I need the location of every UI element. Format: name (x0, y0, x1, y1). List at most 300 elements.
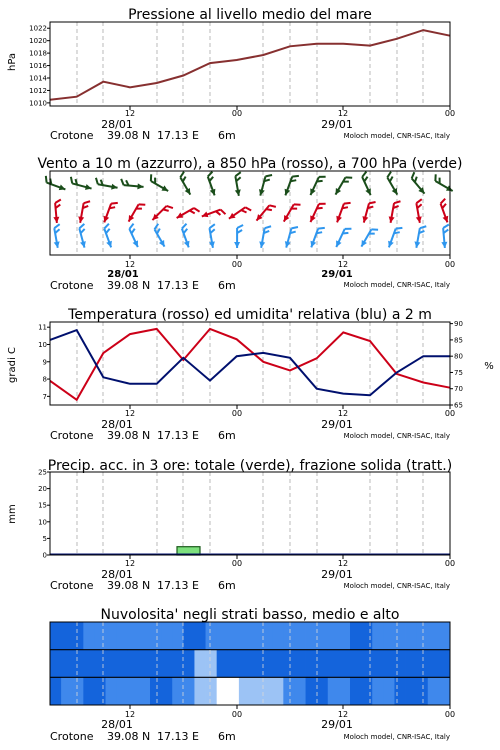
cloud-cell-alto (306, 622, 318, 650)
wind-barb-10m (440, 225, 451, 249)
cloud-cell-alto (206, 622, 218, 650)
cloud-cell-alto (217, 622, 229, 650)
wind-barb-850 (126, 200, 145, 224)
cloud-cell-medio (306, 650, 318, 678)
pressure-ylabel: hPa (7, 52, 18, 72)
pressure-xtick: 12 (337, 109, 349, 118)
cloud-cell-basso (61, 677, 73, 705)
location-lat: 39.08 N (107, 129, 151, 142)
cloud-cell-alto (106, 622, 118, 650)
cloud-cell-basso (294, 677, 306, 705)
wind-barb-head (392, 188, 400, 196)
wind-barb-head (126, 215, 134, 223)
cloud-cell-medio (150, 650, 162, 678)
cloud-cell-alto (406, 622, 418, 650)
wind-barb-head (441, 242, 448, 249)
wind-barb-flag (55, 200, 61, 204)
location-elev: 6m (218, 730, 236, 743)
wind-barb-flag (111, 201, 118, 206)
wind-barb-flag (361, 172, 368, 177)
cloud-xtick: 00 (231, 710, 243, 719)
cloud-cell-medio (94, 650, 106, 678)
wind-barb-head (185, 188, 193, 196)
cloud-cell-medio (217, 650, 229, 678)
cloud-cell-alto (139, 622, 151, 650)
pressure-ytick-label: 1014 (29, 74, 47, 83)
precip-ytick-label: 10 (38, 518, 47, 527)
cloud-cell-medio (61, 650, 73, 678)
wind-barb-700 (120, 179, 144, 190)
cloud-cell-basso (172, 677, 184, 705)
wind-barb-700 (232, 172, 245, 196)
cloud-cell-medio (72, 650, 84, 678)
wind-title: Vento a 10 m (azzurro), a 850 hPa (rosso), a 700 hPa (verde) (37, 156, 463, 172)
cloud-cell-alto (61, 622, 73, 650)
wind-barb-flag (245, 206, 251, 213)
cloud-cell-basso (206, 677, 218, 705)
temp-xtick: 12 (337, 409, 349, 418)
cloud-cell-basso (306, 677, 318, 705)
cloud-cell-medio (106, 650, 118, 678)
humidity-ytick-label: 85 (454, 336, 463, 345)
cloud-cell-medio (172, 650, 184, 678)
wind-barb-head (333, 188, 341, 196)
pressure-ytick-label: 1022 (29, 24, 47, 33)
cloud-cell-medio (294, 650, 306, 678)
wind-barb-flag (209, 224, 215, 228)
wind-barb-700 (358, 172, 376, 197)
wind-xtick: 12 (124, 260, 136, 269)
cloud-cell-alto (339, 622, 351, 650)
location-name: Crotone (50, 730, 94, 743)
wind-barb-head (175, 212, 183, 220)
wind-barb-flag (181, 224, 188, 229)
pressure-ytick-label: 1016 (29, 62, 47, 71)
location-lat: 39.08 N (107, 579, 151, 592)
cloud-cell-basso (72, 677, 84, 705)
pressure-xtick: 00 (444, 109, 456, 118)
wind-barb-flag (121, 179, 125, 185)
cloud-cell-alto (172, 622, 184, 650)
cloud-cell-alto (294, 622, 306, 650)
wind-barb-flag (139, 202, 146, 208)
cloud-cell-alto (283, 622, 295, 650)
wind-barb-850 (437, 199, 453, 224)
wind-barb-flag (237, 225, 243, 228)
location-lon: 17.13 E (157, 129, 199, 142)
precip-xtick: 12 (337, 559, 349, 568)
cloud-cell-medio (239, 650, 251, 678)
wind-barb-700 (69, 177, 94, 192)
temp-xtick: 00 (444, 409, 456, 418)
wind-barb-flag (440, 199, 447, 204)
cloud-cell-medio (50, 650, 62, 678)
precip-ylabel: mm (7, 504, 18, 524)
wind-barb-850 (281, 200, 300, 224)
temp-ytick-label: 10 (38, 340, 47, 349)
cloud-cell-alto (328, 622, 340, 650)
wind-barb-10m (76, 224, 91, 249)
temp-ylabel: gradi C (7, 347, 18, 383)
cloud-cell-medio (128, 650, 140, 678)
wind-date: 29/01 (321, 269, 353, 280)
pressure-ytick-label: 1020 (29, 37, 47, 46)
cloud-xtick: 12 (124, 710, 136, 719)
cloud-cell-basso (328, 677, 340, 705)
wind-xtick: 00 (231, 260, 243, 269)
location-lat: 39.08 N (107, 730, 151, 743)
wind-xtick: 12 (337, 260, 349, 269)
cloud-cell-medio (372, 650, 384, 678)
wind-barb-flag (443, 225, 449, 229)
wind-barb-700 (431, 174, 455, 193)
wind-barb-850 (413, 199, 426, 223)
cloud-cell-basso (94, 677, 106, 705)
cloud-cell-alto (161, 622, 173, 650)
cloud-cell-basso (106, 677, 118, 705)
pressure-frame (50, 22, 450, 106)
cloud-cell-alto (361, 622, 373, 650)
cloud-cell-basso (228, 677, 240, 705)
wind-barb-flag (318, 226, 325, 231)
temp-ytick-label: 7 (42, 392, 47, 401)
precip-xtick: 12 (124, 559, 136, 568)
wind-barb-850 (175, 204, 199, 223)
cloud-cell-basso (339, 677, 351, 705)
precip-title: Precip. acc. in 3 ore: totale (verde), frazione solida (tratt.) (47, 458, 453, 474)
wind-barb-850 (150, 202, 173, 225)
wind-barb-10m (283, 225, 298, 250)
precip-ytick-label: 0 (42, 551, 47, 560)
wind-barb-flag (167, 204, 173, 210)
wind-barb-flag (79, 224, 86, 228)
wind-barb-head (161, 185, 169, 193)
precip-ytick-label: 5 (42, 534, 47, 543)
temperature-line (50, 329, 450, 400)
cloud-cell-basso (361, 677, 373, 705)
cloud-cell-alto (439, 622, 451, 650)
wind-barb-head (281, 215, 289, 223)
wind-xtick: 00 (444, 260, 456, 269)
location-name: Crotone (50, 579, 94, 592)
wind-barb-700 (94, 178, 118, 191)
pressure-ytick-label: 1018 (29, 49, 47, 58)
wind-barb-850 (334, 200, 350, 225)
wind-barb-10m (150, 224, 169, 248)
cloud-cell-medio (361, 650, 373, 678)
location-name: Crotone (50, 279, 94, 292)
cloud-cell-alto (317, 622, 329, 650)
wind-barb-10m (359, 225, 378, 249)
cloud-cell-alto (250, 622, 262, 650)
cloud-cell-basso (272, 677, 284, 705)
location-name: Crotone (50, 429, 94, 442)
wind-barb-flag (386, 172, 393, 178)
wind-barb-10m (386, 225, 402, 250)
cloud-cell-basso (406, 677, 418, 705)
wind-barb-850 (77, 200, 90, 224)
wind-barb-flag (292, 174, 299, 179)
cloud-cell-basso (283, 677, 295, 705)
cloud-cell-alto (94, 622, 106, 650)
wind-barb-850 (361, 200, 376, 225)
wind-barb-flag (345, 226, 352, 231)
cloud-cell-basso (83, 677, 95, 705)
wind-barb-head (365, 188, 373, 196)
cloud-cell-basso (50, 677, 62, 705)
cloud-cell-medio (183, 650, 195, 678)
temp-date: 28/01 (101, 418, 133, 431)
cloud-cell-medio (317, 650, 329, 678)
cloud-cell-medio (272, 650, 284, 678)
location-lon: 17.13 E (157, 429, 199, 442)
precip-ytick-label: 20 (38, 485, 47, 494)
cloud-cell-medio (194, 650, 206, 678)
wind-barb-700 (383, 172, 402, 196)
wind-barb-head (234, 242, 240, 248)
humidity-ytick-label: 80 (454, 352, 463, 361)
wind-barb-10m (51, 224, 64, 248)
wind-barb-10m (334, 225, 352, 250)
cloud-cell-medio (350, 650, 362, 678)
temp-title: Temperatura (rosso) ed umidita' relativa (blu) a 2 m (68, 307, 432, 323)
cloud-cell-basso (239, 677, 251, 705)
cloud-cell-basso (194, 677, 206, 705)
temp-ytick-label: 11 (38, 323, 47, 332)
precip-xtick: 00 (231, 559, 243, 568)
wind-barb-flag (103, 224, 110, 229)
cloud-cell-medio (228, 650, 240, 678)
temp-xtick: 12 (124, 409, 136, 418)
wind-barb-850 (227, 203, 251, 224)
cloud-cell-medio (206, 650, 218, 678)
humidity-ytick-label: 70 (454, 385, 463, 394)
location-lon: 17.13 E (157, 279, 199, 292)
wind-barb-850 (52, 200, 63, 224)
wind-barb-flag (84, 200, 90, 204)
wind-barb-850 (388, 200, 401, 224)
location-elev: 6m (218, 429, 236, 442)
cloud-cell-medio (83, 650, 95, 678)
wind-barb-flag (371, 227, 378, 233)
wind-barb-700 (283, 173, 299, 198)
model-credit: Moloch model, CNR-ISAC, Italy (343, 582, 450, 590)
temp-ytick-label: 9 (42, 358, 47, 367)
wind-barb-flag (128, 224, 135, 229)
wind-barb-700 (333, 173, 352, 197)
cloud-cell-alto (228, 622, 240, 650)
wind-barb-head (308, 215, 316, 223)
cloud-cell-basso (217, 677, 229, 705)
wind-barb-700 (147, 174, 171, 193)
cloud-cell-basso (394, 677, 406, 705)
cloud-cell-alto (50, 622, 62, 650)
wind-barb-flag (153, 224, 160, 230)
cloud-cell-alto (72, 622, 84, 650)
location-lon: 17.13 E (157, 579, 199, 592)
cloud-cell-alto (350, 622, 362, 650)
cloud-cell-basso (417, 677, 429, 705)
cloud-cell-basso (350, 677, 362, 705)
location-elev: 6m (218, 279, 236, 292)
wind-barb-700 (407, 172, 429, 195)
cloud-cell-alto (417, 622, 429, 650)
cloud-cell-medio (417, 650, 429, 678)
pressure-title: Pressione al livello medio del mare (128, 7, 372, 23)
model-credit: Moloch model, CNR-ISAC, Italy (343, 281, 450, 289)
model-credit: Moloch model, CNR-ISAC, Italy (343, 432, 450, 440)
wind-barb-10m (234, 225, 243, 248)
wind-barb-flag (95, 178, 99, 184)
cloud-cell-medio (328, 650, 340, 678)
location-lat: 39.08 N (107, 429, 151, 442)
cloud-cell-medio (406, 650, 418, 678)
cloud-cell-alto (383, 622, 395, 650)
humidity-ytick-label: 75 (454, 368, 463, 377)
wind-barb-10m (413, 225, 426, 249)
cloud-cell-medio (439, 650, 451, 678)
cloud-cell-medio (383, 650, 395, 678)
wind-barb-head (137, 183, 144, 190)
cloud-cell-basso (117, 677, 129, 705)
cloud-cell-medio (161, 650, 173, 678)
wind-barb-flag (294, 202, 301, 208)
cloud-cell-basso (150, 677, 162, 705)
precip-xtick: 00 (444, 559, 456, 568)
wind-barb-flag (319, 201, 326, 206)
cloud-cell-medio (394, 650, 406, 678)
wind-barb-flag (416, 199, 422, 203)
wind-barb-head (359, 240, 367, 248)
cloud-cell-alto (394, 622, 406, 650)
cloud-cell-medio (339, 650, 351, 678)
cloud-cell-basso (128, 677, 140, 705)
wind-barb-850 (254, 201, 276, 224)
temp-date: 29/01 (321, 418, 353, 431)
wind-barb-flag (54, 224, 60, 228)
wind-barb-10m (206, 224, 219, 248)
cloud-cell-alto (128, 622, 140, 650)
cloud-cell-basso (183, 677, 195, 705)
wind-barb-700 (43, 176, 68, 192)
cloud-cell-basso (372, 677, 384, 705)
pressure-xtick: 12 (124, 109, 136, 118)
wind-barb-850 (101, 200, 117, 225)
temp-xtick: 00 (231, 409, 243, 418)
precip-date: 29/01 (321, 568, 353, 581)
model-credit: Moloch model, CNR-ISAC, Italy (343, 132, 450, 140)
precip-frame (50, 472, 450, 555)
cloud-cell-medio (428, 650, 440, 678)
wind-barb-flag (265, 225, 271, 229)
cloud-cell-medio (250, 650, 262, 678)
location-elev: 6m (218, 579, 236, 592)
cloud-cell-medio (283, 650, 295, 678)
wind-barb-head (308, 188, 316, 196)
humidity-ylabel: % (484, 361, 494, 372)
pressure-ytick-label: 1010 (29, 99, 47, 108)
cloud-cell-basso (428, 677, 440, 705)
wind-barb-head (159, 240, 167, 248)
wind-barb-10m (125, 224, 143, 249)
wind-barb-700 (257, 173, 272, 198)
location-lat: 39.08 N (107, 279, 151, 292)
wind-barb-flag (235, 172, 241, 176)
cloud-cell-basso (250, 677, 262, 705)
wind-barb-850 (201, 206, 226, 222)
cloud-cell-basso (161, 677, 173, 705)
wind-barb-head (53, 217, 60, 224)
wind-barb-flag (69, 177, 73, 184)
wind-barb-flag (44, 176, 49, 183)
wind-barb-10m (178, 224, 194, 249)
cloud-cell-basso (317, 677, 329, 705)
cloud-cell-alto (272, 622, 284, 650)
precip-ytick-label: 25 (38, 468, 47, 477)
cloud-cell-alto (183, 622, 195, 650)
wind-barb-flag (344, 201, 351, 206)
wind-barb-flag (410, 172, 417, 178)
cloud-cell-alto (83, 622, 95, 650)
wind-barb-flag (221, 209, 226, 216)
cloud-cell-alto (194, 622, 206, 650)
wind-barb-flag (346, 175, 353, 181)
wind-barb-head (334, 240, 342, 248)
pressure-line (50, 30, 450, 100)
precip-ytick-label: 15 (38, 501, 47, 510)
cloud-cell-alto (372, 622, 384, 650)
cloud-cell-alto (117, 622, 129, 650)
cloud-cell-alto (150, 622, 162, 650)
location-lon: 17.13 E (157, 730, 199, 743)
wind-barb-flag (179, 172, 186, 178)
temp-ytick-label: 8 (42, 375, 47, 384)
wind-barb-flag (269, 203, 276, 209)
humidity-ytick-label: 65 (454, 401, 463, 410)
precip-date: 28/01 (101, 568, 133, 581)
cloud-cell-alto (239, 622, 251, 650)
wind-barb-flag (148, 174, 154, 181)
temp-frame (50, 322, 450, 405)
cloud-date: 28/01 (101, 718, 133, 731)
wind-barb-flag (433, 174, 439, 181)
wind-barb-flag (291, 225, 298, 229)
model-credit: Moloch model, CNR-ISAC, Italy (343, 733, 450, 741)
cloud-cell-basso (139, 677, 151, 705)
cloud-cell-medio (139, 650, 151, 678)
humidity-line (50, 330, 450, 395)
wind-barb-10m (258, 225, 271, 249)
cloud-date: 29/01 (321, 718, 353, 731)
location-name: Crotone (50, 129, 94, 142)
cloud-cell-basso (383, 677, 395, 705)
cloud-title: Nuvolosita' negli strati basso, medio e alto (100, 607, 400, 623)
wind-barb-flag (194, 207, 200, 214)
pressure-ytick-label: 1012 (29, 86, 47, 95)
cloud-cell-alto (428, 622, 440, 650)
pressure-xtick: 00 (231, 109, 243, 118)
wind-barb-700 (176, 172, 195, 196)
location-elev: 6m (218, 129, 236, 142)
wind-barb-flag (265, 173, 272, 177)
cloud-xtick: 12 (337, 710, 349, 719)
wind-barb-700 (204, 172, 220, 197)
cloud-xtick: 00 (444, 710, 456, 719)
wind-barb-flag (319, 174, 326, 179)
wind-date: 28/01 (107, 269, 139, 280)
pressure-date: 28/01 (101, 118, 133, 131)
wind-barb-head (133, 240, 141, 248)
